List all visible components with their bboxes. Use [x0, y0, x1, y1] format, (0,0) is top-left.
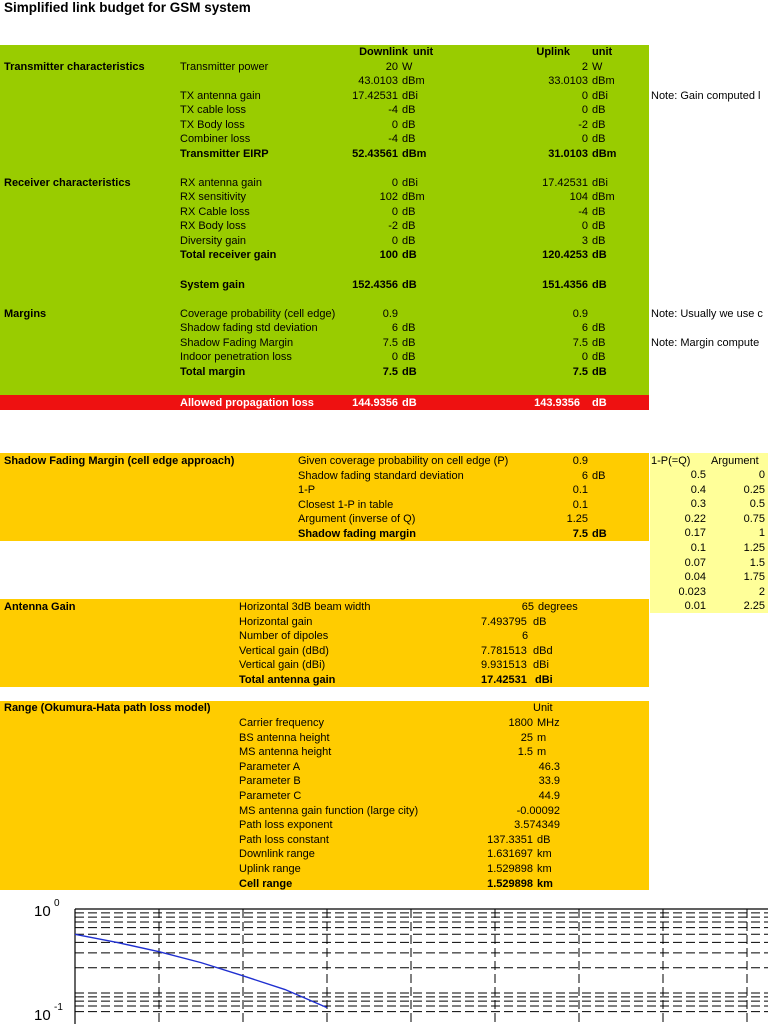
lb-row-uplink-value: 6	[581, 322, 588, 334]
lb-row-downlink-unit: dB	[402, 220, 416, 232]
shadow-row-label: Closest 1-P in table	[298, 498, 394, 511]
lb-row-label: RX sensitivity	[180, 191, 247, 203]
lb-row-downlink-value: -4	[388, 133, 398, 145]
q-table-cell-q: 0.07	[684, 556, 706, 569]
shadow-row-label: Shadow fading standard deviation	[298, 469, 464, 482]
lb-row-uplink-value: 120.4253	[542, 249, 588, 261]
lb-row-uplink-value: 17.42531	[542, 177, 588, 189]
note-margin: Note: Margin compute	[651, 337, 760, 349]
range-row-label: Parameter A	[239, 760, 301, 773]
range-row-value: 1.631697	[487, 848, 533, 861]
lb-row-uplink-unit: dB	[592, 133, 606, 145]
lb-row-uplink-value: 7.5	[572, 337, 588, 349]
shadow-row-label: Shadow fading margin	[298, 528, 416, 540]
shadow-row-value: 7.5	[572, 528, 588, 540]
q-table-cell-q: 0.023	[678, 585, 706, 598]
lb-row-uplink-value: 0	[581, 220, 588, 232]
allowed-loss-uplink: 143.9356	[534, 397, 580, 409]
allowed-loss-label: Allowed propagation loss	[180, 397, 314, 409]
lb-row-downlink-unit: dBi	[402, 90, 418, 102]
antenna-row-value: 9.931513	[481, 659, 527, 672]
antenna-row-label: Horizontal 3dB beam width	[239, 601, 371, 613]
lb-row-downlink-value: 0	[391, 235, 398, 247]
lb-row-uplink-unit: dB	[592, 220, 606, 232]
lb-row-downlink-value: 0	[391, 206, 398, 218]
lb-row-downlink-unit: dBm	[402, 148, 427, 160]
range-row-label: MS antenna gain function (large city)	[239, 804, 419, 817]
note-gain: Note: Gain computed l	[651, 90, 761, 102]
lb-row-downlink-unit: dB	[402, 366, 417, 378]
lb-row-downlink-value: 152.4356	[352, 279, 398, 291]
range-row-value: 33.9	[538, 775, 560, 788]
q-table-cell-argument: 1.25	[743, 542, 765, 554]
range-row-label: BS antenna height	[239, 731, 330, 744]
lb-row-downlink-unit: W	[402, 61, 413, 73]
q-table-cell-argument: 1.75	[743, 571, 765, 584]
lb-row-downlink-unit: dB	[402, 322, 416, 334]
lb-row-label: System gain	[180, 279, 245, 291]
range-row-value: 1.5	[517, 746, 533, 759]
lb-row-label: Coverage probability (cell edge)	[180, 308, 336, 320]
range-row-label: Cell range	[239, 877, 293, 890]
downlink-header: Downlink	[359, 46, 408, 58]
chart-grid	[75, 909, 768, 1024]
range-row-value: 1800	[508, 717, 533, 729]
lb-row-uplink-value: 0	[581, 351, 588, 363]
lb-row-downlink-unit: dB	[402, 337, 416, 349]
lb-row-uplink-value: 0	[581, 90, 588, 102]
lb-row-downlink-value: 43.0103	[358, 75, 398, 87]
range-row-unit: m	[537, 731, 547, 744]
q-table-cell-argument: 0	[758, 469, 765, 481]
y-tick-label-bottom: 10	[34, 1007, 51, 1024]
q-function-chart	[0, 890, 768, 1024]
uplink-header: Uplink	[536, 46, 570, 58]
shadow-row-value: 0.1	[572, 498, 588, 511]
lb-row-label: Indoor penetration loss	[180, 351, 292, 363]
antenna-row-unit: degrees	[538, 601, 578, 613]
lb-row-uplink-value: 151.4356	[542, 279, 588, 291]
range-row-unit: dB	[537, 833, 551, 846]
antenna-row-label: Vertical gain (dBd)	[239, 644, 329, 657]
shadow-row-label: 1-P	[298, 484, 316, 497]
uplink-unit-header: unit	[592, 46, 613, 58]
lb-row-downlink-value: 7.5	[382, 366, 398, 378]
range-row-label: Carrier frequency	[239, 717, 324, 729]
lb-row-downlink-unit: dB	[402, 235, 416, 247]
range-row-unit: m	[537, 746, 547, 759]
antenna-row-label: Number of dipoles	[239, 630, 329, 643]
lb-row-downlink-value: 102	[379, 191, 398, 203]
lb-row-uplink-unit: dB	[592, 249, 607, 261]
lb-row-uplink-unit: dB	[592, 119, 606, 131]
shadow-row-value: 6	[581, 469, 588, 482]
lb-row-downlink-value: 0	[391, 351, 398, 363]
shadow-row-value: 0.1	[572, 484, 588, 497]
range-row-value: 137.3351	[487, 833, 533, 846]
antenna-row-unit: dBd	[533, 644, 553, 657]
section-receiver: Receiver characteristics	[4, 177, 131, 189]
q-table-header-argument: Argument	[711, 455, 759, 467]
section-transmitter: Transmitter characteristics	[4, 61, 145, 73]
lb-row-downlink-unit: dB	[402, 279, 417, 291]
antenna-row-unit: dB	[533, 615, 547, 628]
lb-row-downlink-value: 52.43561	[352, 148, 398, 160]
antenna-row-unit: dBi	[533, 659, 549, 672]
q-table-cell-argument: 2.25	[743, 600, 765, 613]
lb-row-downlink-value: -4	[388, 104, 398, 116]
lb-row-uplink-unit: dB	[592, 104, 606, 116]
lb-row-downlink-unit: dB	[402, 351, 416, 363]
lb-row-label: TX antenna gain	[180, 90, 261, 102]
antenna-gain-title: Antenna Gain	[4, 601, 76, 613]
lb-row-uplink-unit: dBm	[592, 148, 617, 160]
lb-row-downlink-unit: dB	[402, 206, 416, 218]
lb-row-label: Diversity gain	[180, 235, 247, 247]
lb-row-uplink-unit: dBi	[592, 90, 608, 102]
lb-row-downlink-unit: dBm	[402, 75, 425, 87]
antenna-row-unit: dBi	[535, 674, 553, 686]
lb-row-uplink-unit: dBm	[592, 75, 615, 87]
antenna-row-label: Total antenna gain	[239, 674, 336, 686]
section-margins: Margins	[4, 308, 47, 320]
lb-row-label: Total margin	[180, 366, 246, 378]
lb-row-downlink-value: 6	[391, 322, 398, 334]
lb-row-downlink-value: -2	[388, 220, 398, 232]
antenna-row-value: 65	[521, 601, 534, 613]
allowed-loss-uplink-unit: dB	[592, 397, 607, 409]
lb-row-downlink-unit: dB	[402, 133, 416, 145]
note-usually: Note: Usually we use c	[651, 308, 763, 320]
q-table-cell-q: 0.17	[684, 527, 706, 540]
lb-row-uplink-value: -4	[578, 206, 588, 218]
lb-row-downlink-unit: dBm	[402, 191, 425, 203]
lb-row-uplink-unit: dB	[592, 206, 606, 218]
range-row-unit: km	[537, 848, 552, 861]
antenna-row-value: 7.493795	[481, 615, 527, 628]
lb-row-downlink-unit: dB	[402, 249, 417, 261]
range-row-value: 44.9	[538, 790, 560, 802]
shadow-row-label: Given coverage probability on cell edge (P)	[298, 455, 509, 467]
lb-row-downlink-unit: dB	[402, 104, 416, 116]
range-row-value: 1.529898	[487, 877, 533, 890]
lb-row-label: TX cable loss	[180, 104, 247, 116]
range-row-label: Parameter C	[239, 790, 302, 802]
range-row-unit: MHz	[537, 717, 560, 729]
range-row-unit: km	[537, 863, 552, 875]
lb-row-label: RX Cable loss	[180, 206, 250, 218]
y-tick-exponent-top: 0	[54, 898, 60, 909]
q-table-cell-q: 0.04	[684, 571, 706, 584]
antenna-row-label: Horizontal gain	[239, 615, 313, 628]
q-table-cell-argument: 1.5	[749, 556, 765, 569]
lb-row-downlink-value: 20	[385, 61, 398, 73]
shadow-row-value: 0.9	[572, 455, 588, 467]
lb-row-uplink-value: -2	[578, 119, 588, 131]
q-table-cell-argument: 1	[758, 527, 765, 540]
lb-row-downlink-value: 7.5	[382, 337, 398, 349]
q-table-cell-argument: 0.25	[743, 483, 765, 496]
lb-row-label: Shadow fading std deviation	[180, 322, 318, 334]
range-row-value: 46.3	[538, 760, 560, 773]
antenna-row-label: Vertical gain (dBi)	[239, 659, 326, 672]
q-table-cell-q: 0.3	[690, 498, 706, 511]
lb-row-uplink-unit: dB	[592, 322, 606, 334]
lb-row-uplink-unit: dBm	[592, 191, 615, 203]
lb-row-label: Shadow Fading Margin	[180, 337, 294, 349]
antenna-row-value: 17.42531	[481, 674, 527, 686]
lb-row-uplink-value: 104	[569, 191, 588, 203]
q-table-cell-q: 0.4	[690, 483, 706, 496]
range-row-label: Path loss exponent	[239, 819, 333, 832]
q-table-cell-argument: 2	[758, 585, 765, 598]
range-row-label: Downlink range	[239, 848, 315, 861]
allowed-loss-downlink-unit: dB	[402, 397, 417, 409]
lb-row-uplink-value: 33.0103	[548, 75, 588, 87]
lb-row-uplink-value: 0	[581, 133, 588, 145]
lb-row-uplink-unit: dB	[592, 366, 607, 378]
lb-row-downlink-value: 17.42531	[352, 90, 398, 102]
lb-row-label: RX antenna gain	[180, 177, 262, 189]
range-row-value: 3.574349	[514, 819, 560, 832]
range-row-value: 1.529898	[487, 863, 533, 875]
range-row-label: Parameter B	[239, 775, 301, 788]
lb-row-downlink-value: 0	[391, 119, 398, 131]
q-table-cell-q: 0.22	[684, 512, 706, 525]
downlink-unit-header: unit	[413, 46, 434, 58]
q-table-cell-q: 0.5	[690, 469, 706, 481]
page-title: Simplified link budget for GSM system	[4, 0, 251, 15]
lb-row-uplink-unit: dB	[592, 235, 606, 247]
y-tick-label-top: 10	[34, 903, 51, 920]
lb-row-uplink-unit: dB	[592, 337, 606, 349]
lb-row-label: Transmitter power	[180, 61, 269, 73]
shadow-row-label: Argument (inverse of Q)	[298, 513, 416, 526]
range-row-unit: km	[537, 877, 553, 890]
q-table-cell-argument: 0.75	[743, 512, 765, 525]
lb-row-downlink-value: 100	[379, 249, 398, 261]
shadow-row-unit: dB	[592, 469, 606, 482]
lb-row-label: Combiner loss	[180, 133, 251, 145]
lb-row-uplink-unit: W	[592, 61, 603, 73]
lb-row-label: RX Body loss	[180, 220, 247, 232]
range-row-label: Uplink range	[239, 863, 301, 875]
shadow-fading-title: Shadow Fading Margin (cell edge approach)	[4, 455, 235, 467]
range-row-value: 25	[520, 731, 533, 744]
shadow-row-value: 1.25	[566, 513, 588, 526]
q-table-cell-q: 0.1	[690, 542, 706, 554]
lb-row-uplink-unit: dBi	[592, 177, 608, 189]
lb-row-uplink-value: 7.5	[572, 366, 588, 378]
lb-row-uplink-value: 31.0103	[548, 148, 588, 160]
lb-row-uplink-value: 0.9	[572, 308, 588, 320]
lb-row-label: Transmitter EIRP	[180, 148, 269, 160]
lb-row-downlink-unit: dBi	[402, 177, 418, 189]
antenna-row-value: 6	[522, 630, 529, 643]
shadow-row-unit: dB	[592, 528, 607, 540]
lb-row-downlink-value: 0.9	[382, 308, 398, 320]
lb-row-label: TX Body loss	[180, 119, 245, 131]
range-row-label: MS antenna height	[239, 746, 332, 759]
range-unit-header: Unit	[533, 702, 553, 714]
lb-row-downlink-value: 0	[391, 177, 398, 189]
lb-row-label: Total receiver gain	[180, 249, 277, 261]
q-table-cell-q: 0.01	[684, 600, 706, 613]
y-tick-exponent-bottom: -1	[54, 1002, 63, 1013]
q-table-cell-argument: 0.5	[749, 498, 765, 511]
lb-row-uplink-unit: dB	[592, 279, 607, 291]
range-title: Range (Okumura-Hata path loss model)	[4, 702, 211, 714]
lb-row-uplink-value: 3	[581, 235, 588, 247]
lb-row-downlink-unit: dB	[402, 119, 416, 131]
lb-row-uplink-value: 2	[581, 61, 588, 73]
lb-row-uplink-unit: dB	[592, 351, 606, 363]
range-row-label: Path loss constant	[239, 833, 329, 846]
antenna-row-value: 7.781513	[481, 644, 527, 657]
range-row-value: -0.00092	[516, 804, 560, 817]
allowed-loss-downlink: 144.9356	[352, 397, 398, 409]
q-table-header-q: 1-P(=Q)	[651, 455, 691, 467]
lb-row-uplink-value: 0	[581, 104, 588, 116]
